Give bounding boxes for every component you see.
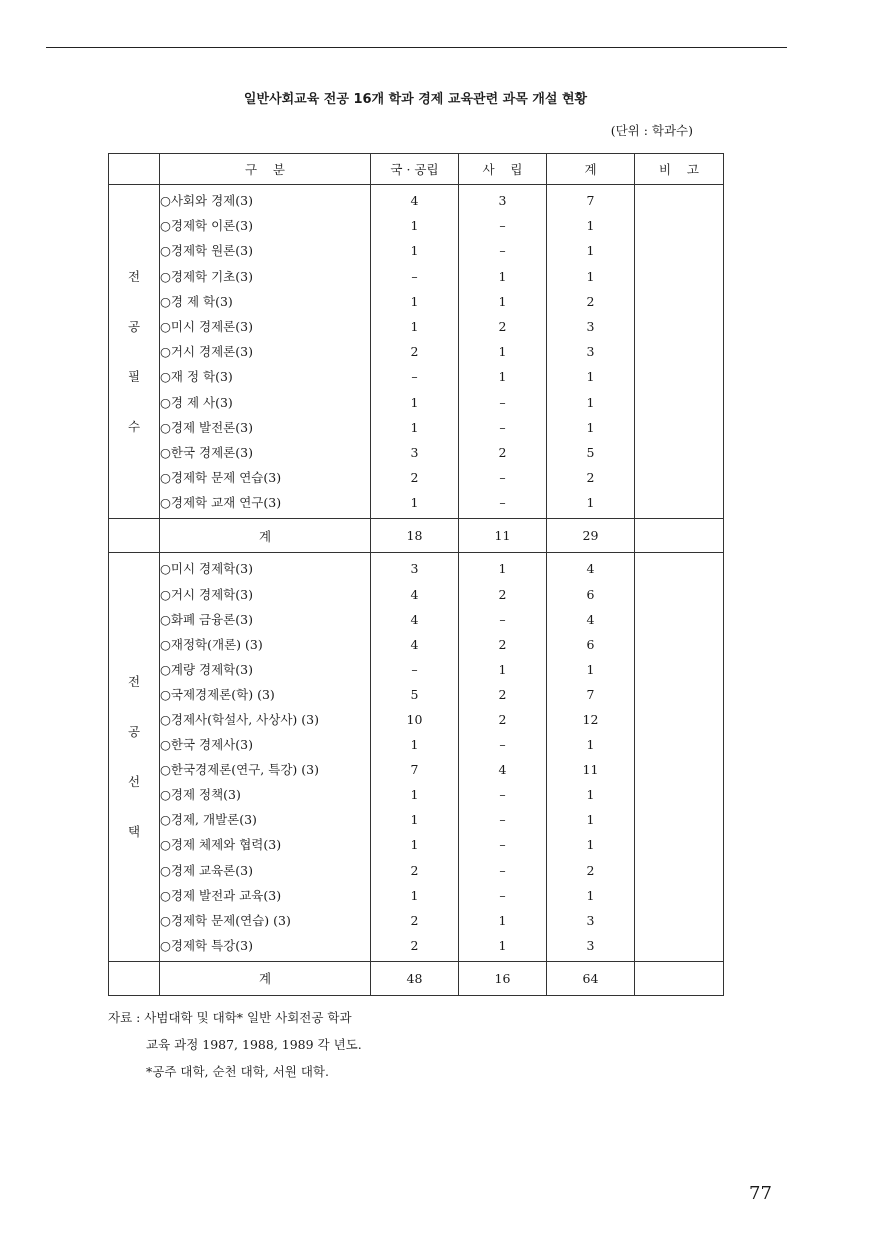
table-title: 일반사회교육 전공 16개 학과 경제 교육관련 과목 개설 현황	[243, 92, 588, 107]
table-cell: –	[411, 369, 418, 385]
table-cell: ○경제학 기초(3)	[160, 268, 253, 284]
table-cell: 5	[410, 686, 419, 702]
table-cell: 1	[498, 561, 507, 577]
table-cell: 2	[410, 912, 419, 928]
header-private: 사 립	[459, 154, 547, 185]
group-a-label	[109, 185, 160, 519]
table-cell: –	[411, 661, 418, 677]
table-cell: 1	[410, 787, 419, 803]
table-cell: ○미시 경제론(3)	[160, 318, 253, 334]
table-cell: 7	[410, 762, 419, 778]
table-cell: ○계량 경제학(3)	[160, 661, 253, 677]
header-blank	[109, 154, 160, 185]
source-line: 자료 : 사범대학 및 대학* 일반 사회전공 학과	[108, 1010, 352, 1025]
table-cell: 1	[586, 495, 595, 511]
table-cell: 1	[410, 419, 419, 435]
group-b-items	[160, 553, 371, 962]
group-a-total	[547, 185, 635, 519]
table-cell: 2	[498, 636, 507, 652]
table-cell: 1	[498, 661, 507, 677]
table-cell: 4	[410, 586, 419, 602]
group-a-label-char: 필	[127, 368, 141, 384]
group-b-label	[109, 553, 160, 962]
table-cell: 2	[586, 470, 595, 486]
group-b-total	[547, 553, 635, 962]
table-cell: 3	[410, 561, 419, 577]
table-cell: 2	[410, 470, 419, 486]
table-cell: ○경제학 특강(3)	[160, 937, 253, 953]
table-cell: ○화폐 금융론(3)	[160, 611, 253, 627]
table-cell: 6	[586, 636, 595, 652]
table-cell: ○경제 발전과 교육(3)	[160, 887, 282, 903]
group-b-body	[109, 553, 724, 962]
table-cell: 3	[586, 318, 595, 334]
table-cell: 4	[410, 611, 419, 627]
source-footnote: *공주 대학, 순천 대학, 서원 대학.	[146, 1064, 329, 1079]
table-cell: 4	[586, 561, 595, 577]
table-cell: ○경제, 개발론(3)	[160, 812, 257, 828]
group-a-note	[635, 185, 724, 519]
table-cell: 1	[586, 394, 595, 410]
table-cell: 10	[406, 712, 423, 727]
table-cell: 2	[498, 712, 507, 727]
group-b-private	[459, 553, 547, 962]
table-cell: ○미시 경제학(3)	[160, 561, 253, 577]
table-cell: 1	[498, 344, 507, 360]
unit-note: (단위 : 학과수)	[610, 123, 693, 138]
table-cell: ○경제 체제와 협력(3)	[160, 837, 282, 853]
table-cell: –	[499, 243, 506, 259]
subtotal-total: 64	[547, 961, 635, 995]
subtotal-note	[635, 961, 724, 995]
table-cell: 1	[410, 737, 419, 753]
table-cell: 4	[410, 193, 419, 208]
table-cell: 2	[410, 344, 419, 360]
group-a-subtotal-row	[109, 519, 724, 553]
table-cell: 1	[586, 268, 595, 284]
subtotal-label: 계	[160, 519, 371, 553]
table-cell: 1	[586, 812, 595, 828]
table-cell: 1	[586, 243, 595, 259]
table-cell: 2	[410, 937, 419, 953]
table-cell: 2	[498, 318, 507, 334]
header-row	[109, 154, 724, 185]
table-cell: 1	[586, 737, 595, 753]
group-b-label-char: 전	[127, 674, 141, 690]
group-b-label-char: 공	[127, 724, 141, 740]
group-a-items	[160, 185, 371, 519]
subtotal-blank	[109, 961, 160, 995]
table-cell: 1	[498, 912, 507, 928]
group-b-note	[635, 553, 724, 962]
table-cell: 1	[586, 661, 595, 677]
table-cell: ○경제학 이론(3)	[160, 218, 253, 234]
table-cell: 2	[586, 293, 595, 309]
subtotal-public: 18	[371, 519, 459, 553]
table-cell: –	[499, 611, 506, 627]
table-cell: ○경제사(학설사, 사상사) (3)	[160, 712, 319, 727]
table-cell: 4	[498, 762, 507, 778]
table-cell: 1	[586, 218, 595, 234]
table-cell: –	[499, 787, 506, 803]
table-cell: 1	[498, 937, 507, 953]
top-rule	[46, 47, 787, 48]
table-cell: 1	[586, 887, 595, 903]
table-cell: 1	[410, 243, 419, 259]
table-cell: ○경 제 학(3)	[160, 293, 233, 309]
table-cell: 3	[498, 193, 507, 208]
table-cell: 2	[410, 862, 419, 878]
table-cell: –	[499, 394, 506, 410]
table-cell: ○거시 경제론(3)	[160, 344, 253, 360]
table-cell: 5	[586, 444, 595, 460]
table-cell: 1	[410, 293, 419, 309]
table-cell: 1	[410, 394, 419, 410]
subtotal-private: 11	[459, 519, 547, 553]
header-public: 국 · 공립	[371, 154, 459, 185]
table-cell: 1	[410, 812, 419, 828]
table-cell: 3	[586, 912, 595, 928]
group-a-label-char: 수	[127, 418, 141, 434]
table-cell: 11	[582, 762, 599, 778]
table-cell: 1	[498, 369, 507, 385]
subtotal-total: 29	[547, 519, 635, 553]
table-cell: 1	[498, 268, 507, 284]
table-cell: –	[499, 495, 506, 511]
table-cell: 2	[498, 444, 507, 460]
course-table	[108, 153, 724, 996]
group-b-label-char: 택	[127, 824, 141, 840]
group-a-body	[109, 185, 724, 519]
table-cell: –	[499, 812, 506, 828]
group-b-subtotal-row	[109, 961, 724, 995]
table-cell: 2	[498, 586, 507, 602]
header-category: 구 분	[160, 154, 371, 185]
subtotal-private: 16	[459, 961, 547, 995]
table-cell: ○한국 경제론(3)	[160, 444, 253, 460]
table-cell: 2	[498, 686, 507, 702]
table-cell: 6	[586, 586, 595, 602]
table-cell: –	[499, 419, 506, 435]
subtotal-label: 계	[160, 961, 371, 995]
table-cell: ○재정학(개론) (3)	[160, 636, 263, 652]
table-cell: 3	[586, 344, 595, 360]
page-number: 77	[749, 1183, 772, 1204]
table-cell: 1	[498, 293, 507, 309]
table-cell: 3	[410, 444, 419, 460]
table-cell: 2	[586, 862, 595, 878]
table-cell: 7	[586, 193, 595, 208]
table-cell: –	[499, 218, 506, 234]
table-cell: ○재 정 학(3)	[160, 369, 233, 385]
group-a-public	[371, 185, 459, 519]
table-cell: ○경제 정책(3)	[160, 787, 241, 803]
header-note: 비 고	[635, 154, 724, 185]
source-note	[108, 1004, 362, 1085]
table-cell: ○경제학 문제(연습) (3)	[160, 912, 291, 928]
table-cell: 4	[586, 611, 595, 627]
group-a-private	[459, 185, 547, 519]
table-cell: –	[499, 887, 506, 903]
table-cell: ○사회와 경제(3)	[160, 193, 253, 208]
group-a-label-char: 전	[127, 268, 141, 284]
subtotal-public: 48	[371, 961, 459, 995]
table-cell: 7	[586, 686, 595, 702]
table-cell: ○경제학 문제 연습(3)	[160, 470, 282, 486]
table-cell: –	[499, 470, 506, 486]
table-cell: 1	[586, 837, 595, 853]
table-cell: ○국제경제론(학) (3)	[160, 686, 275, 702]
table-cell: 1	[410, 318, 419, 334]
group-a-label-char: 공	[127, 318, 141, 334]
table-cell: ○한국경제론(연구, 특강) (3)	[160, 762, 319, 778]
table-cell: –	[499, 737, 506, 753]
subtotal-blank	[109, 519, 160, 553]
subtotal-note	[635, 519, 724, 553]
group-b-label-char: 선	[127, 774, 141, 790]
table-cell: 4	[410, 636, 419, 652]
table-cell: 1	[586, 787, 595, 803]
table-cell: ○거시 경제학(3)	[160, 586, 253, 602]
table-cell: ○경제학 교재 연구(3)	[160, 495, 282, 511]
table-cell: ○한국 경제사(3)	[160, 737, 253, 753]
table-cell: 1	[586, 419, 595, 435]
table-cell: 1	[410, 837, 419, 853]
table-cell: ○경제학 원론(3)	[160, 243, 253, 259]
table-cell: ○경제 발전론(3)	[160, 419, 253, 435]
group-b-public	[371, 553, 459, 962]
table-cell: –	[499, 837, 506, 853]
table-cell: 12	[582, 712, 599, 727]
source-line: 교육 과정 1987, 1988, 1989 각 년도.	[146, 1037, 362, 1052]
table-cell: ○경제 교육론(3)	[160, 862, 253, 878]
table-cell: –	[411, 268, 418, 284]
table-cell: 1	[410, 495, 419, 511]
header-total: 계	[547, 154, 635, 185]
table-cell: 3	[586, 937, 595, 953]
table-cell: 1	[586, 369, 595, 385]
table-cell: 1	[410, 218, 419, 234]
table-cell: 1	[410, 887, 419, 903]
table-cell: –	[499, 862, 506, 878]
table-cell: ○경 제 사(3)	[160, 394, 233, 410]
